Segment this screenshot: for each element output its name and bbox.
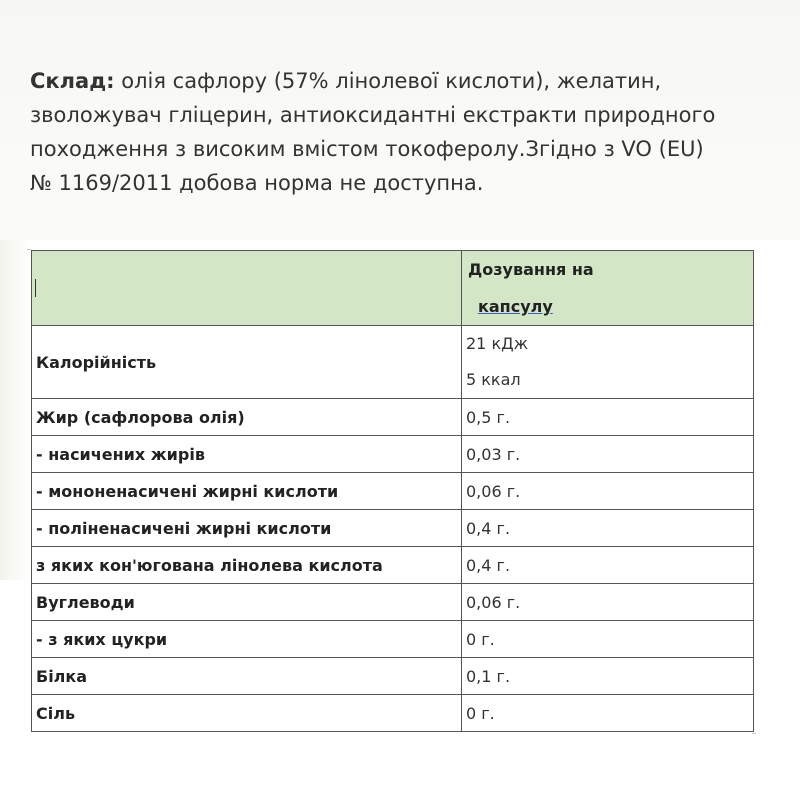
composition-label: Склад: xyxy=(30,69,115,93)
header-dosage-line-2 xyxy=(466,288,749,325)
nutrient-name: Вуглеводи xyxy=(32,584,462,621)
composition-line-2: зволожувач гліцерин, антиоксидантні екстракти природного xyxy=(30,103,716,127)
header-dosage-cell xyxy=(462,251,754,326)
composition-line-3: походження з високим вмістом токоферолу.Згідно з VO (EU) xyxy=(30,137,704,161)
table-corner-mark xyxy=(752,733,756,734)
nutrient-value xyxy=(462,326,754,399)
nutrient-value: 0,4 г. xyxy=(462,547,754,584)
background-wash-left xyxy=(0,240,30,580)
nutrient-name: - з яких цукри xyxy=(32,621,462,658)
nutrient-value: 0,06 г. xyxy=(462,473,754,510)
table-row xyxy=(32,621,754,658)
composition-paragraph xyxy=(30,64,770,200)
table-row xyxy=(32,658,754,695)
nutrient-name: з яких кон'югована лінолева кислота xyxy=(32,547,462,584)
text-cursor xyxy=(35,279,36,297)
nutrient-name: Жир (сафлорова олія) xyxy=(32,399,462,436)
nutrient-value-kj: 21 кДж xyxy=(466,334,529,353)
table-row xyxy=(32,399,754,436)
header-dosage-line-1: Дозування на xyxy=(468,260,594,279)
nutrient-value-kcal: 5 ккал xyxy=(466,370,521,389)
nutrient-value: 0 г. xyxy=(462,695,754,732)
table-row xyxy=(32,326,754,399)
nutrient-value: 0,1 г. xyxy=(462,658,754,695)
table-row xyxy=(32,547,754,584)
nutrient-name: Калорійність xyxy=(32,326,462,399)
table-row xyxy=(32,695,754,732)
header-dosage-capsule: капсулу xyxy=(478,297,553,316)
nutrition-table xyxy=(31,250,754,732)
nutrient-name: - мононенасичені жирні кислоти xyxy=(32,473,462,510)
composition-line-4: № 1169/2011 добова норма не доступна. xyxy=(30,171,484,195)
table-row xyxy=(32,473,754,510)
composition-line-1 xyxy=(30,64,770,98)
nutrient-name: - насичених жирів xyxy=(32,436,462,473)
table-row xyxy=(32,584,754,621)
header-empty-cell[interactable] xyxy=(32,251,462,326)
nutrient-value: 0,03 г. xyxy=(462,436,754,473)
nutrient-name: Сіль xyxy=(32,695,462,732)
nutrient-value: 0,5 г. xyxy=(462,399,754,436)
nutrient-value: 0 г. xyxy=(462,621,754,658)
nutrient-value: 0,06 г. xyxy=(462,584,754,621)
nutrient-name: - поліненасичені жирні кислоти xyxy=(32,510,462,547)
table-header-row xyxy=(32,251,754,326)
table-row xyxy=(32,436,754,473)
table-row xyxy=(32,510,754,547)
nutrient-name: Білка xyxy=(32,658,462,695)
nutrient-value: 0,4 г. xyxy=(462,510,754,547)
composition-line-1-text: олія сафлору (57% лінолевої кислоти), желатин, xyxy=(114,69,662,93)
